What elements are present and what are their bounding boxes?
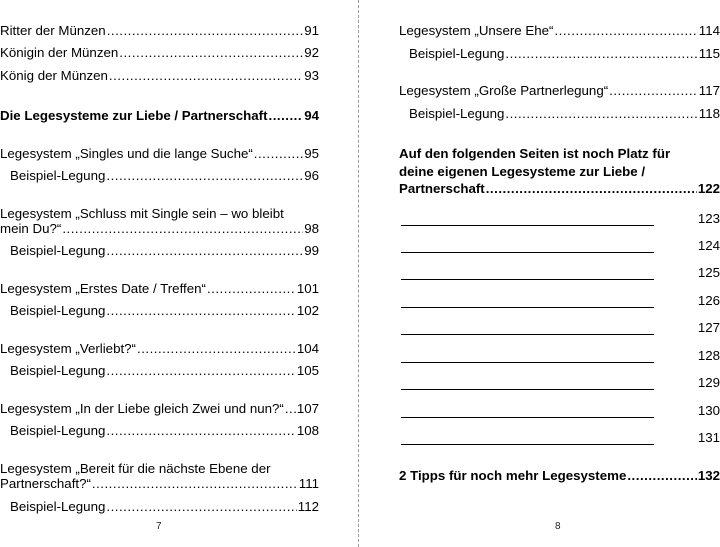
toc-entry-page: 94 <box>304 108 319 123</box>
toc-entry-line1 <box>0 461 319 477</box>
toc-entry <box>0 45 319 61</box>
toc-subentry <box>10 243 319 259</box>
blank-note-line <box>399 375 720 391</box>
page-number: 7 <box>156 521 162 532</box>
toc-entry-title: Ritter der Münzen <box>0 23 106 38</box>
page-number: 8 <box>555 521 561 532</box>
toc-entry-page: 95 <box>304 146 319 161</box>
dot-leader <box>62 221 303 237</box>
toc-subentry <box>409 46 720 62</box>
toc-entry-title: Partnerschaft <box>399 181 485 196</box>
blank-note-line <box>399 238 720 254</box>
blank-line-page: 126 <box>697 293 720 308</box>
blank-note-line <box>399 211 720 227</box>
blank-line-page: 124 <box>697 238 720 253</box>
dot-leader <box>505 46 697 62</box>
toc-entry-title: Partnerschaft?“ <box>0 476 91 491</box>
toc-entry-page: 132 <box>697 468 720 483</box>
dot-leader <box>92 476 298 492</box>
blank-rule <box>401 417 654 418</box>
toc-entry-title: mein Du?“ <box>0 221 62 236</box>
toc-entry-page: 122 <box>697 181 720 196</box>
dot-leader <box>109 68 303 84</box>
blank-line-page: 128 <box>697 348 720 363</box>
toc-entry-title: Beispiel-Legung <box>10 243 106 258</box>
toc-entry-title: Beispiel-Legung <box>10 363 106 378</box>
toc-entry-title: Beispiel-Legung <box>10 423 106 438</box>
toc-subentry <box>409 106 720 122</box>
toc-entry-title: Königin der Münzen <box>0 45 119 60</box>
toc-entry-title: Legesystem „Erstes Date / Treffen“ <box>0 281 206 296</box>
toc-entry-title: Legesystem „Unsere Ehe“ <box>399 23 554 38</box>
blank-rule <box>401 362 654 363</box>
toc-entry-title: König der Münzen <box>0 68 108 83</box>
toc-entry-page: 99 <box>304 243 319 258</box>
toc-entry-page: 101 <box>296 281 319 296</box>
dot-leader <box>106 243 303 259</box>
toc-section-heading <box>0 108 319 124</box>
toc-subentry <box>10 303 319 319</box>
toc-entry-title-line1: Legesystem „Bereit für die nächste Ebene der <box>0 461 271 476</box>
dot-leader <box>119 45 303 61</box>
dot-leader <box>106 303 295 319</box>
dot-leader <box>207 281 296 297</box>
dot-leader <box>554 23 697 39</box>
toc-entry-title: Legesystem „Große Partnerlegung“ <box>399 83 609 98</box>
blank-note-line <box>399 265 720 281</box>
dot-leader <box>107 23 304 39</box>
blank-line-page: 125 <box>697 265 720 280</box>
toc-entry-title: Beispiel-Legung <box>409 46 505 61</box>
toc-entry-page: 98 <box>304 221 319 236</box>
toc-entry-page: 105 <box>296 363 319 378</box>
dot-leader <box>106 168 303 184</box>
dot-leader <box>269 108 304 124</box>
blank-line-page: 127 <box>697 320 720 335</box>
toc-entry <box>399 83 720 99</box>
toc-entry-title: Legesystem „In der Liebe gleich Zwei und nun?“ <box>0 401 284 416</box>
toc-entry-title-line1: Legesystem „Schluss mit Single sein – wo bleibt <box>0 206 284 221</box>
toc-entry-line1 <box>0 206 319 222</box>
blank-rule <box>401 334 654 335</box>
toc-entry-title: Beispiel-Legung <box>10 168 106 183</box>
blank-rule <box>401 444 654 445</box>
blank-note-line <box>399 320 720 336</box>
toc-entry-title: Legesystem „Singles und die lange Suche“ <box>0 146 253 161</box>
toc-entry <box>0 476 319 492</box>
dot-leader <box>609 83 698 99</box>
toc-subentry <box>10 168 319 184</box>
toc-entry-page: 93 <box>304 68 319 83</box>
toc-entry <box>399 23 720 39</box>
toc-section-heading <box>399 468 720 484</box>
toc-entry <box>0 341 319 357</box>
blank-rule <box>401 225 654 226</box>
toc-entry-page: 114 <box>698 23 720 38</box>
toc-entry-page: 104 <box>296 341 319 356</box>
toc-entry-title: Legesystem „Verliebt?“ <box>0 341 136 356</box>
blank-note-line <box>399 293 720 309</box>
toc-entry-page: 112 <box>297 499 319 514</box>
toc-section-heading <box>399 181 720 197</box>
notes-heading-line2: deine eigenen Legesysteme zur Liebe / <box>399 164 646 179</box>
toc-entry <box>0 146 319 162</box>
dot-leader <box>106 499 296 515</box>
blank-line-page: 131 <box>697 430 720 445</box>
dot-leader <box>285 401 296 417</box>
blank-rule <box>401 279 654 280</box>
blank-rule <box>401 252 654 253</box>
toc-subentry <box>10 423 319 439</box>
toc-entry-page: 108 <box>296 423 319 438</box>
toc-entry-page: 118 <box>698 106 720 121</box>
page-divider <box>358 0 359 547</box>
dot-leader <box>254 146 303 162</box>
dot-leader <box>106 423 295 439</box>
right-page <box>361 0 720 547</box>
toc-entry-title: Beispiel-Legung <box>10 499 106 514</box>
notes-heading-line1: Auf den folgenden Seiten ist noch Platz für <box>399 146 671 161</box>
blank-line-page: 130 <box>697 403 720 418</box>
left-page <box>0 0 358 547</box>
blank-note-line <box>399 348 720 364</box>
toc-entry-page: 96 <box>304 168 319 183</box>
toc-entry-page: 102 <box>296 303 319 318</box>
toc-entry <box>0 401 319 417</box>
toc-entry <box>0 281 319 297</box>
toc-subentry <box>10 499 319 515</box>
toc-entry-page: 92 <box>304 45 319 60</box>
toc-entry-page: 107 <box>296 401 319 416</box>
toc-entry-page: 115 <box>698 46 720 61</box>
blank-note-line <box>399 403 720 419</box>
blank-rule <box>401 307 654 308</box>
toc-entry <box>0 68 319 84</box>
blank-rule <box>401 389 654 390</box>
toc-entry-title: Die Legesysteme zur Liebe / Partnerschaft <box>0 108 268 123</box>
dot-leader <box>486 181 697 197</box>
toc-subentry <box>10 363 319 379</box>
blank-line-page: 129 <box>697 375 720 390</box>
blank-line-page: 123 <box>697 211 720 226</box>
toc-entry-title: Beispiel-Legung <box>409 106 505 121</box>
dot-leader <box>137 341 296 357</box>
dot-leader <box>106 363 295 379</box>
toc-entry-title: Beispiel-Legung <box>10 303 106 318</box>
toc-entry <box>0 221 319 237</box>
toc-entry-page: 117 <box>698 83 720 98</box>
toc-entry <box>0 23 319 39</box>
dot-leader <box>505 106 697 122</box>
toc-entry-page: 91 <box>304 23 319 38</box>
toc-entry-title: 2 Tipps für noch mehr Legesysteme <box>399 468 627 483</box>
toc-entry-page: 111 <box>298 476 319 491</box>
blank-note-line <box>399 430 720 446</box>
dot-leader <box>627 468 696 484</box>
